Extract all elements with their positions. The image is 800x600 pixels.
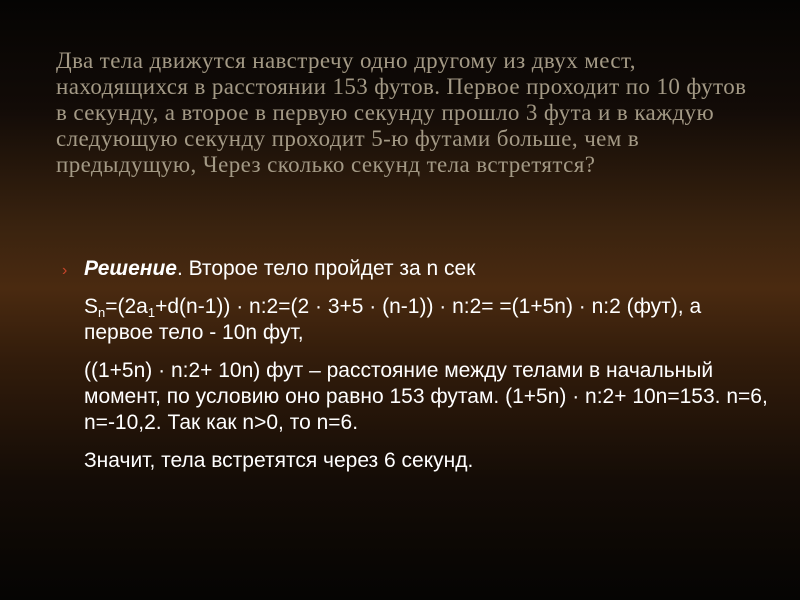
- formula-s: S: [84, 295, 99, 318]
- equation-paragraph: ((1+5n) · n:2+ 10n) фут – расстояние между телами в начальный момент, по условию оно равно 153 футам. (1+5n) · n:2+ 10n=153. n=6, n=-10,2. Так как n>0, то n=6.: [84, 359, 768, 434]
- solution-block: [62, 256, 774, 474]
- formula-part2: +d(n-1)) · n:2=(2 · 3+5 · (n-1)) · n:2= =(1+5n) · n:2 (фут), а первое тело - 10n фут,: [84, 295, 702, 344]
- conclusion-paragraph: Значит, тела встретятся через 6 секунд.: [84, 449, 474, 472]
- solution-first-line: [62, 256, 774, 282]
- bullet-arrow-icon: ›: [62, 262, 68, 279]
- formula-paragraph: [62, 294, 774, 346]
- problem-statement: Два тела движутся навстречу одно другому из двух мест, находящихся в расстоянии 153 футов. Первое проходит по 10 футов в секунду, а второе в первую секунду прошло 3 фута и в каждую следующую секунду проходит 5-ю футами больше, чем в предыдущую, Через сколько секунд тела встретятся?: [56, 48, 747, 177]
- formula-s-subscript: n: [98, 305, 106, 320]
- formula-part1: =(2a: [105, 295, 148, 318]
- solution-intro: . Второе тело пройдет за n сек: [176, 257, 476, 280]
- formula-a-subscript: 1: [147, 305, 156, 320]
- solution-label: Решение: [84, 257, 177, 280]
